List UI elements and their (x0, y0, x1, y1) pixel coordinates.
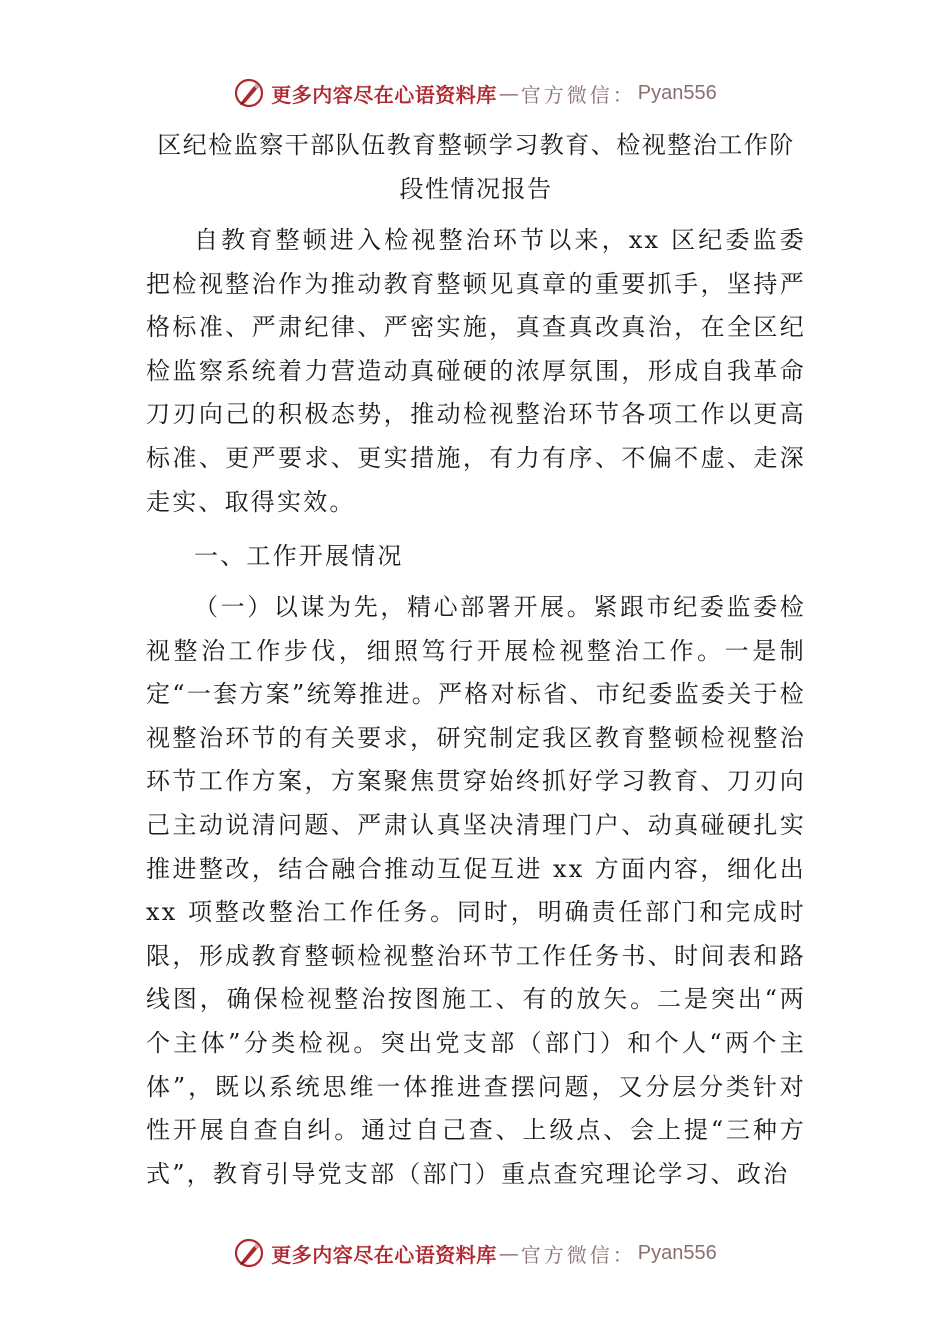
watermark-banner-bottom (0, 1233, 950, 1273)
pen-logo-icon (233, 1237, 265, 1269)
wechat-label: 官方微信： (520, 1242, 636, 1267)
wechat-label: 官方微信： (520, 82, 636, 107)
wechat-id: Pyan556 (637, 81, 717, 104)
library-text: 更多内容尽在心语资料库 (271, 1242, 497, 1267)
watermark-banner-top (0, 73, 950, 113)
document-title-line1: 区纪检监察干部队伍教育整顿学习教育、检视整治工作阶 (157, 131, 795, 159)
section-paragraph: （一）以谋为先，精心部署开展。紧跟市纪委监委检视整治工作步伐，细照笃行开展检视整治工作。一是制定“一套方案”统筹推进。严格对标省、市纪委监委关于检视整治环节的有关要求，研究制定我区教育整顿检视整治环节工作方案，方案聚焦贯穿始终抓好学习教育、刀刃向己主动说清问题、严肃认真坚决清理门户、动真碰硬扎实推进整改，结合融合推动互促互进 xx 方面内容，细化出 xx 项整改整治工作任务。同时，明确责任部门和完成时限，形成教育整顿检视整治环节工作任务书、时间表和路线图，确保检视整治按图施工、有的放矢。二是突出“两个主体”分类检视。突出党支部（部门）和个人“两个主体”，既以系统思维一体推进查摆问题，又分层分类针对性开展自查自纠。通过自己查、上级点、会上提“三种方式”，教育引导党支部（部门）重点查究理论学习、政治 (146, 593, 806, 1188)
pen-logo-icon (233, 77, 265, 109)
wechat-id: Pyan556 (637, 1241, 717, 1264)
intro-paragraph: 自教育整顿进入检视整治环节以来，xx 区纪委监委把检视整治作为推动教育整顿见真章的重要抓手，坚持严格标准、严肃纪律、严密实施，真查真改真治，在全区纪检监察系统着力营造动真碰硬的浓厚氛围，形成自我革命刀刃向己的积极态势，推动检视整治环节各项工作以更高标准、更严要求、更实措施，有力有序、不偏不虚、走深走实、取得实效。 (146, 226, 806, 516)
library-text: 更多内容尽在心语资料库 (271, 82, 497, 107)
separator: — (498, 81, 519, 105)
separator: — (498, 1241, 519, 1265)
document-title-line2: 段性情况报告 (399, 175, 553, 203)
section-heading: 一、工作开展情况 (194, 542, 404, 570)
